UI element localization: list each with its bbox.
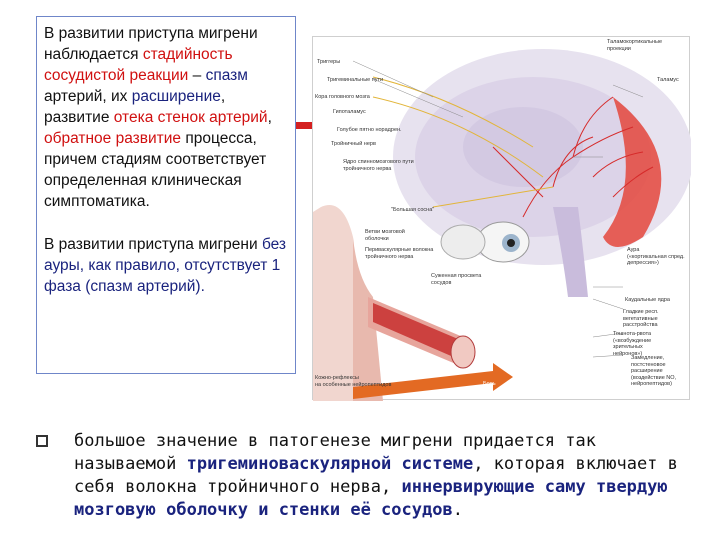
thalamus-area — [463, 107, 583, 187]
label-thalamocortical: Таламокортикальные проекции — [607, 39, 663, 52]
label-dilation: Замедление, постстеновое расширение (воздействие NO, нейропептидов) — [631, 355, 677, 387]
bullet-item — [36, 430, 706, 522]
highlight-stages: стадийность сосудистой реакции — [44, 46, 233, 84]
text-fragment: – — [188, 67, 206, 84]
paragraph-stages — [44, 23, 289, 212]
highlight-dilation: расширение — [131, 88, 221, 105]
label-trigeminal-paths: Тригеминальные пути — [327, 77, 384, 83]
highlight-regression: обратное развитие — [44, 130, 182, 147]
label-pain: Боль — [483, 381, 496, 387]
highlight-edema: отека стенок артерий — [113, 109, 268, 126]
neck-shape — [313, 205, 353, 401]
label-hypothalamus: Гипоталамус — [333, 109, 366, 115]
label-thalamus: Таламус — [657, 77, 679, 83]
label-triggers: Триггеры — [317, 59, 341, 65]
text-fragment: , развитие — [44, 88, 226, 126]
text-fragment: артерий, их — [44, 88, 132, 105]
label-autonomic: Гладкие респ. вегетативные расстройства — [623, 309, 659, 328]
artery-opening — [451, 336, 475, 368]
label-caudal-nuclei: Каудальные ядра — [625, 297, 670, 303]
text-fragment: , которая включает в себя волокна тройничного нерва, — [74, 454, 678, 497]
square-bullet-icon — [36, 435, 48, 447]
label-nausea: Тошнота-рвота («возбуждение зрительных нейронов») — [613, 331, 652, 357]
highlight-no-aura: без ауры, как правило, отсутствует 1 фаза (спазм артерий). — [44, 236, 287, 295]
info-text-box — [36, 16, 296, 374]
highlight-system: системе — [391, 454, 474, 474]
label-narrowed-lumen: Суженная просвета сосудов — [431, 273, 482, 286]
text-fragment: В развитии приступа мигрени наблюдается — [44, 25, 258, 63]
eye-shape-2 — [441, 225, 485, 259]
label-trigeminal-nerve: Тройничный нерв — [331, 141, 376, 147]
text-fragment: . — [452, 500, 463, 520]
paragraph-no-aura — [44, 234, 289, 297]
label-locus-coeruleus: Голубое пятно норадрен. — [337, 127, 402, 133]
text-fragment: , — [267, 109, 272, 126]
label-spinal-nucleus: Ядро спинномозгового пути тройничного нерва — [343, 159, 414, 172]
text-fragment: В развитии приступа мигрени — [44, 236, 262, 253]
text-fragment: большое значение в патогенезе мигрени придается так называемой — [74, 431, 596, 474]
highlight-innervating: иннервирующие саму твердую мозговую оболочку и стенки её сосудов — [74, 477, 668, 520]
text-fragment: процесса, причем стадиям соответствует определенная клиническая симптоматика. — [44, 130, 267, 210]
label-reflexes: Кожно-рефлексы на особенные нейропептидов — [315, 375, 392, 388]
label-meningeal-branches: Ветви мозговой оболочки — [365, 229, 405, 242]
label-big-vessel: "Большая сосна" — [391, 207, 435, 213]
highlight-spasm: спазм — [205, 67, 248, 84]
label-aura: Аура («кортикальная спред. депрессия») — [627, 247, 685, 266]
highlight-trigeminovascular: тригеминоваскулярной — [186, 454, 392, 474]
migraine-pathogenesis-figure — [312, 36, 690, 400]
eye-pupil — [507, 239, 515, 247]
label-perivascular-fibers: Периваскулярные волокна тройничного нерва — [365, 247, 434, 260]
bullet-text — [74, 430, 706, 522]
label-cortex: Кора головного мозга — [315, 94, 370, 100]
